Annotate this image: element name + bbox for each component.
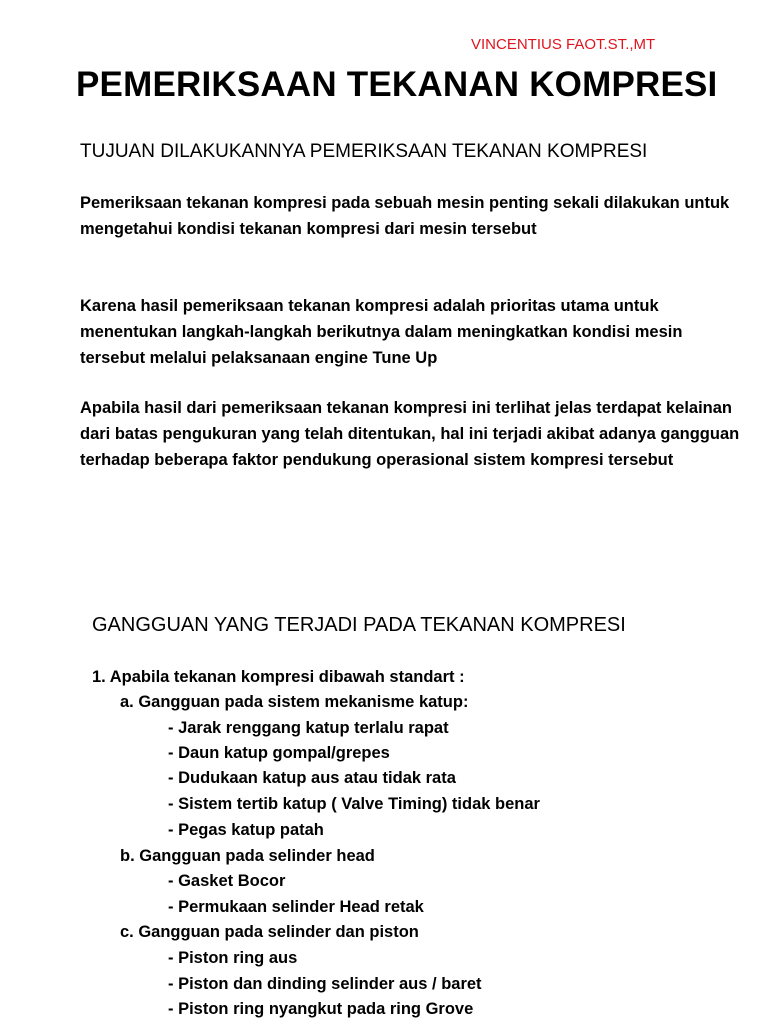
list-item: - Pegas katup patah [168,821,324,839]
list-item: - Jarak renggang katup terlalu rapat [168,719,449,737]
list-item: - Piston ring nyangkut pada ring Grove [168,1000,474,1018]
list-item: - Sistem tertib katup ( Valve Timing) tidak benar [168,795,540,813]
list-item: - Daun katup gompal/grepes [168,744,390,762]
section-heading-gangguan: GANGGUAN YANG TERJADI PADA TEKANAN KOMPRESI [92,614,626,636]
paragraph-3: Apabila hasil dari pemeriksaan tekanan kompresi ini terlihat jelas terdapat kelainan dari batas pengukuran yang telah ditentukan, hal ini terjadi akibat adanya gangguan terhadap beberapa faktor pendukung operasional sistem kompresi tersebut [80,399,740,469]
author-name: VINCENTIUS FAOT.ST.,MT [471,36,656,53]
list-item: - Permukaan selinder Head retak [168,898,424,916]
sublist-c-label: c. Gangguan pada selinder dan piston [120,923,419,941]
section-heading-tujuan: TUJUAN DILAKUKANNYA PEMERIKSAAN TEKANAN KOMPRESI [80,141,648,162]
list-item: - Dudukaan katup aus atau tidak rata [168,769,456,787]
list-item: - Piston dan dinding selinder aus / baret [168,975,482,993]
list-item: - Piston ring aus [168,949,298,967]
list-item: - Gasket Bocor [168,872,286,890]
page-title: PEMERIKSAAN TEKANAN KOMPRESI [76,65,718,104]
list-item-1: 1. Apabila tekanan kompresi dibawah standart : [92,668,465,686]
paragraph-2: Karena hasil pemeriksaan tekanan kompresi adalah prioritas utama untuk menentukan langkah-langkah berikutnya dalam meningkatkan kondisi mesin tersebut melalui pelaksanaan engine Tune Up [80,297,683,367]
sublist-a-label: a. Gangguan pada sistem mekanisme katup: [120,693,469,711]
paragraph-1: Pemeriksaan tekanan kompresi pada sebuah mesin penting sekali dilakukan untuk mengetahui kondisi tekanan kompresi dari mesin tersebut [80,194,730,238]
sublist-b-label: b. Gangguan pada selinder head [120,847,375,865]
